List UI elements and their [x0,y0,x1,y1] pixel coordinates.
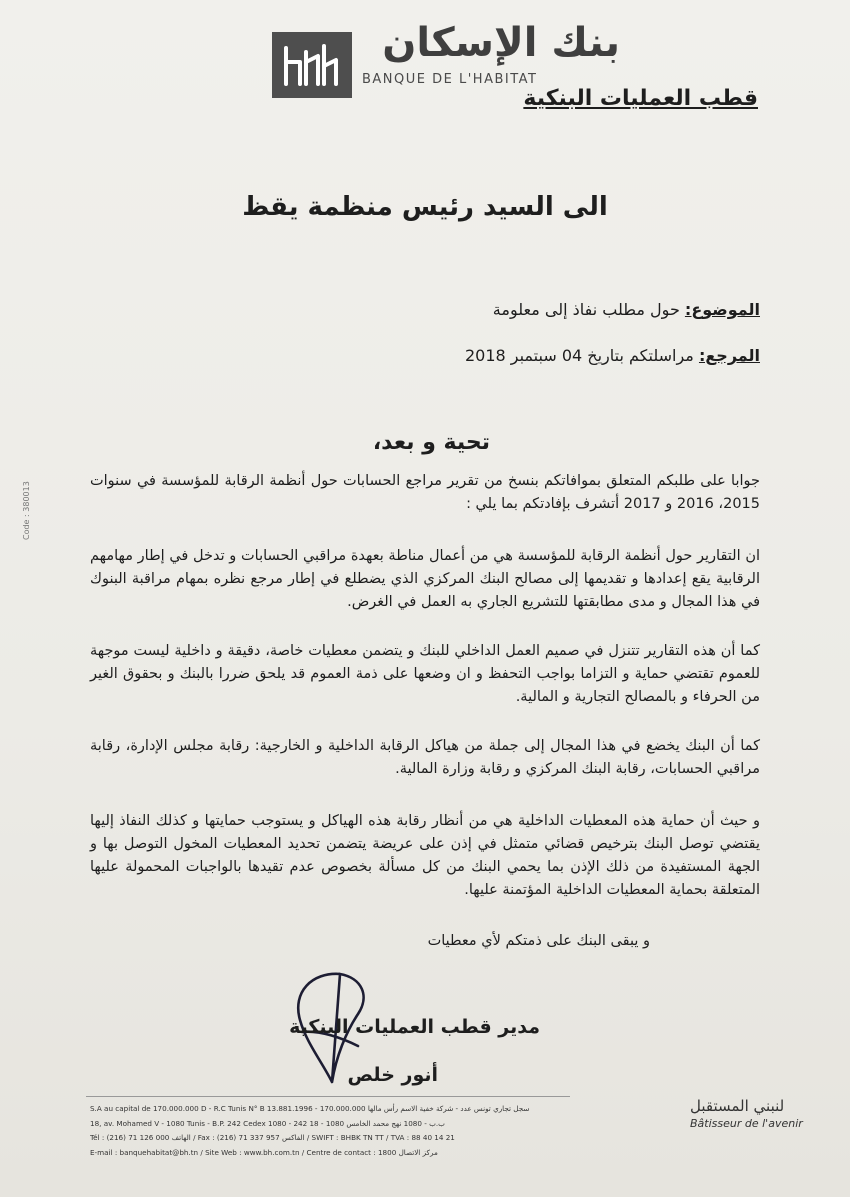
body-paragraph-2: ان التقارير حول أنظمة الرقابة للمؤسسة هي من أعمال مناطة بعهدة مراقبي الحسابات و تدخل في إطار مهامهم الرقابية يقع إعدادها و تقديمها إلى مصالح البنك المركزي الذي يضطلع في إطار مرجع نظره بمهام مراقبة البنوك في هذا المجال و مدى مطابقتها للتشريع الجاري به العمل في الغرض. [90,548,760,610]
reference-label: المرجع: [698,346,760,365]
subject-text: حول مطلب نفاذ إلى معلومة [492,300,680,319]
footer-line: 18, av. Mohamed V - 1080 Tunis - B.P. 242 Cedex 1080 - 242 ب.ب - 1080 نهج محمد الخامس 1080 - 18 [90,1118,445,1128]
footer-company-info [90,1102,560,1160]
bank-name-french: BANQUE DE L'HABITAT [362,72,538,87]
slogan-french: Bâtisseur de l'avenir [690,1117,803,1130]
footer-divider [86,1096,570,1097]
body-paragraph-1: جوابا على طلبكم المتعلق بموافاتكم بنسخ من تقرير مراجع الحسابات حول أنظمة الرقابة للمؤسسة في سنوات 2015، 2016 و 2017 أتشرف بإفادتكم بما يلي : [90,473,760,512]
body-paragraph-4: كما أن البنك يخضع في هذا المجال إلى جملة من هياكل الرقابة الداخلية و الخارجية: رقابة مجلس الإدارة، رقابة مراقبي الحسابات، رقابة البنك المركزي و رقابة وزارة المالية. [90,738,760,777]
signatory-name: أنور خلص [347,1064,438,1086]
greeting: تحية و بعد، [372,430,490,455]
footer-line: E-mail : banquehabitat@bh.tn / Site Web : www.bh.com.tn / Centre de contact : 1800 مركز الاتصال [90,1147,438,1157]
footer-line: S.A au capital de 170.000.000 D - R.C Tunis N° B 13.881.1996 - سجل تجاري تونس عدد - شركة خفية الاسم رأس مالها 170.000.000 [90,1104,530,1113]
body-paragraph-3: كما أن هذه التقارير تتنزل في صميم العمل الداخلي للبنك و يتضمن معطيات خاصة، دقيقة و داخلية ليست موجهة للعموم تقتضي حماية و التزاما بواجب التحفظ و ان وضعها على ذمة العموم قد يلحق ضررا بالبنك و بحقوق الغير من الحرفاء و بالمصالح التجارية و المالية. [90,643,760,705]
reference-text: مراسلتكم بتاريخ 04 سبتمبر 2018 [464,346,694,365]
reference-line [465,346,760,365]
bank-name-arabic: بنك الإسكان [382,20,620,66]
side-code: Code : 380013 [22,481,31,540]
body-paragraph-5: و حيث أن حماية هذه المعطيات الداخلية هي من أنظار رقابة هذه الهياكل و يستوجب حمايتها و كذلك النفاذ إليها يقتضي توصل البنك بترخيص قضائي متمثل في إذن على عريضة يتضمن تحديد المعطيات المخول التوصل بها و الجهة المستفيدة من ذلك الإذن بما يحمي البنك من كل مسألة بخصوص عدم تقيدها بالواجبات المحمولة عليها المتعلقة بحماية المعطيات الداخلية المؤتمنة عليها. [90,813,760,898]
closing-line: و يبقى البنك على ذمتكم لأي معطيات [427,933,650,949]
subject-label: الموضوع: [684,300,760,319]
addressee-line: الى السيد رئيس منظمة يقظ [242,192,608,222]
subject-line [493,300,760,319]
bank-logo-icon [272,32,352,98]
signatory-title: مدير قطب العمليات البنكية [289,1016,540,1038]
department-heading: قطب العمليات البنكية [523,86,758,111]
footer-line: Tél : (216) 71 126 000 الهاتف / Fax : (216) 71 337 957 الفاكس / SWIFT : BHBK TN TT / TVA : 88 40 14 21 [90,1133,455,1142]
slogan-arabic: لنبني المستقبل [690,1097,785,1115]
